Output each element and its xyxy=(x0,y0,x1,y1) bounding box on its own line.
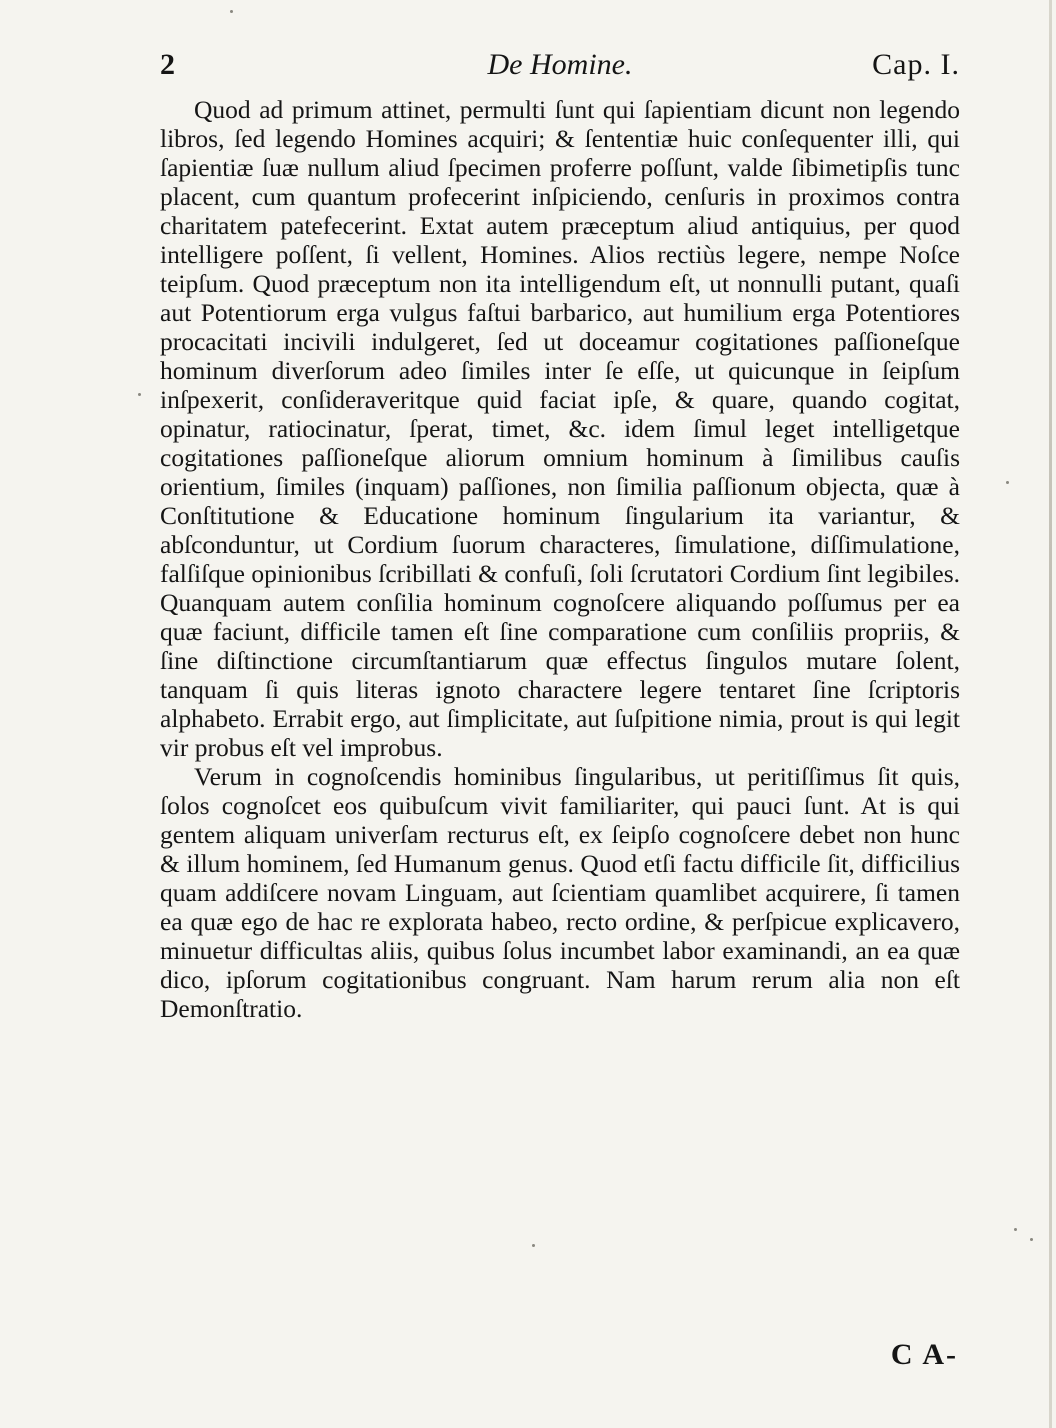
page-edge-shadow xyxy=(1049,0,1052,1428)
page-number: 2 xyxy=(160,48,175,81)
paper-speck xyxy=(1014,1228,1017,1231)
paper-speck xyxy=(138,393,141,396)
body-text xyxy=(160,95,960,1023)
running-title: De Homine. xyxy=(487,48,633,81)
paragraph: Verum in cognoſcendis hominibus ſingularibus, ut peritiſſimus ſit quis, ſolos cognoſcet eos quibuſcum vivit familiariter, qui pauci ſunt. At is qui gentem aliquam univerſam recturus eſt, ex ſeipſo cognoſcere debet non hunc & illum hominem, ſed Humanum genus. Quod etſi factu difficile ſit, difficilius quam addiſcere novam Linguam, aut ſcientiam quamlibet acquirere, ſi tamen ea quæ ego de hac re explorata habeo, recto ordine, & perſpicue explicavero, minuetur difficultas aliis, quibus ſolus incumbet labor examinandi, an ea quæ dico, ipſorum cogitationibus congruant. Nam harum rerum alia non eſt Demonſtratio. xyxy=(160,762,960,1023)
page-header xyxy=(160,48,960,88)
paper-speck xyxy=(1030,1238,1033,1241)
paragraph: Quod ad primum attinet, permulti ſunt qui ſapientiam dicunt non legendo libros, ſed legendo Homines acquiri; & ſententiæ huic conſequenter illi, qui ſapientiæ ſuæ nullum aliud ſpecimen proferre poſſunt, valde ſibimetipſis tunc placent, cum quantum profecerint inſpiciendo, cenſuris in proximos contra charitatem patefecerint. Extat autem præceptum aliud antiquius, per quod intelligere poſſent, ſi vellent, Homines. Alios rectiùs legere, nempe Noſce teipſum. Quod præceptum non ita intelligendum eſt, ut nonnulli putant, quaſi aut Potentiorum erga vulgus faſtui barbarico, aut humilium erga Potentiores procacitati incivili indulgeret, ſed ut doceamur cogitationes paſſioneſque hominum diverſorum adeo ſimiles inter ſe eſſe, ut quicunque in ſeipſum inſpexerit, conſideraveritque quid faciat ipſe, & quare, quando cogitat, opinatur, ratiocinatur, ſperat, timet, &c. idem ſimul leget intelligetque cogitationes paſſioneſque aliorum omnium hominum à ſimilibus cauſis orientium, ſimiles (inquam) paſſiones, non ſimilia paſſionum objecta, quæ à Conſtitutione & Educatione hominum ſingularium ita variantur, & abſconduntur, ut Cordium ſuorum characteres, ſimulatione, diſſimulatione, falſiſque opinionibus ſcribillati & confuſi, ſoli ſcrutatori Cordium ſint legibiles. Quanquam autem conſilia hominum cognoſcere aliquando poſſumus per ea quæ faciunt, difficile tamen eſt ſine comparatione cum conſiliis propriis, & ſine diſtinctione circumſtantiarum quæ effectus ſingulos mutare ſolent, tanquam ſi quis literas ignoto charactere legere tentaret ſine ſcriptoris alphabeto. Errabit ergo, aut ſimplicitate, aut ſuſpitione nimia, prout is qui legit vir probus eſt vel improbus. xyxy=(160,95,960,762)
paper-speck xyxy=(1006,481,1009,484)
paper-speck xyxy=(230,10,233,13)
catchword: C A- xyxy=(890,1338,958,1371)
chapter-label: Cap. I. xyxy=(872,48,960,81)
paper-speck xyxy=(532,1244,535,1247)
